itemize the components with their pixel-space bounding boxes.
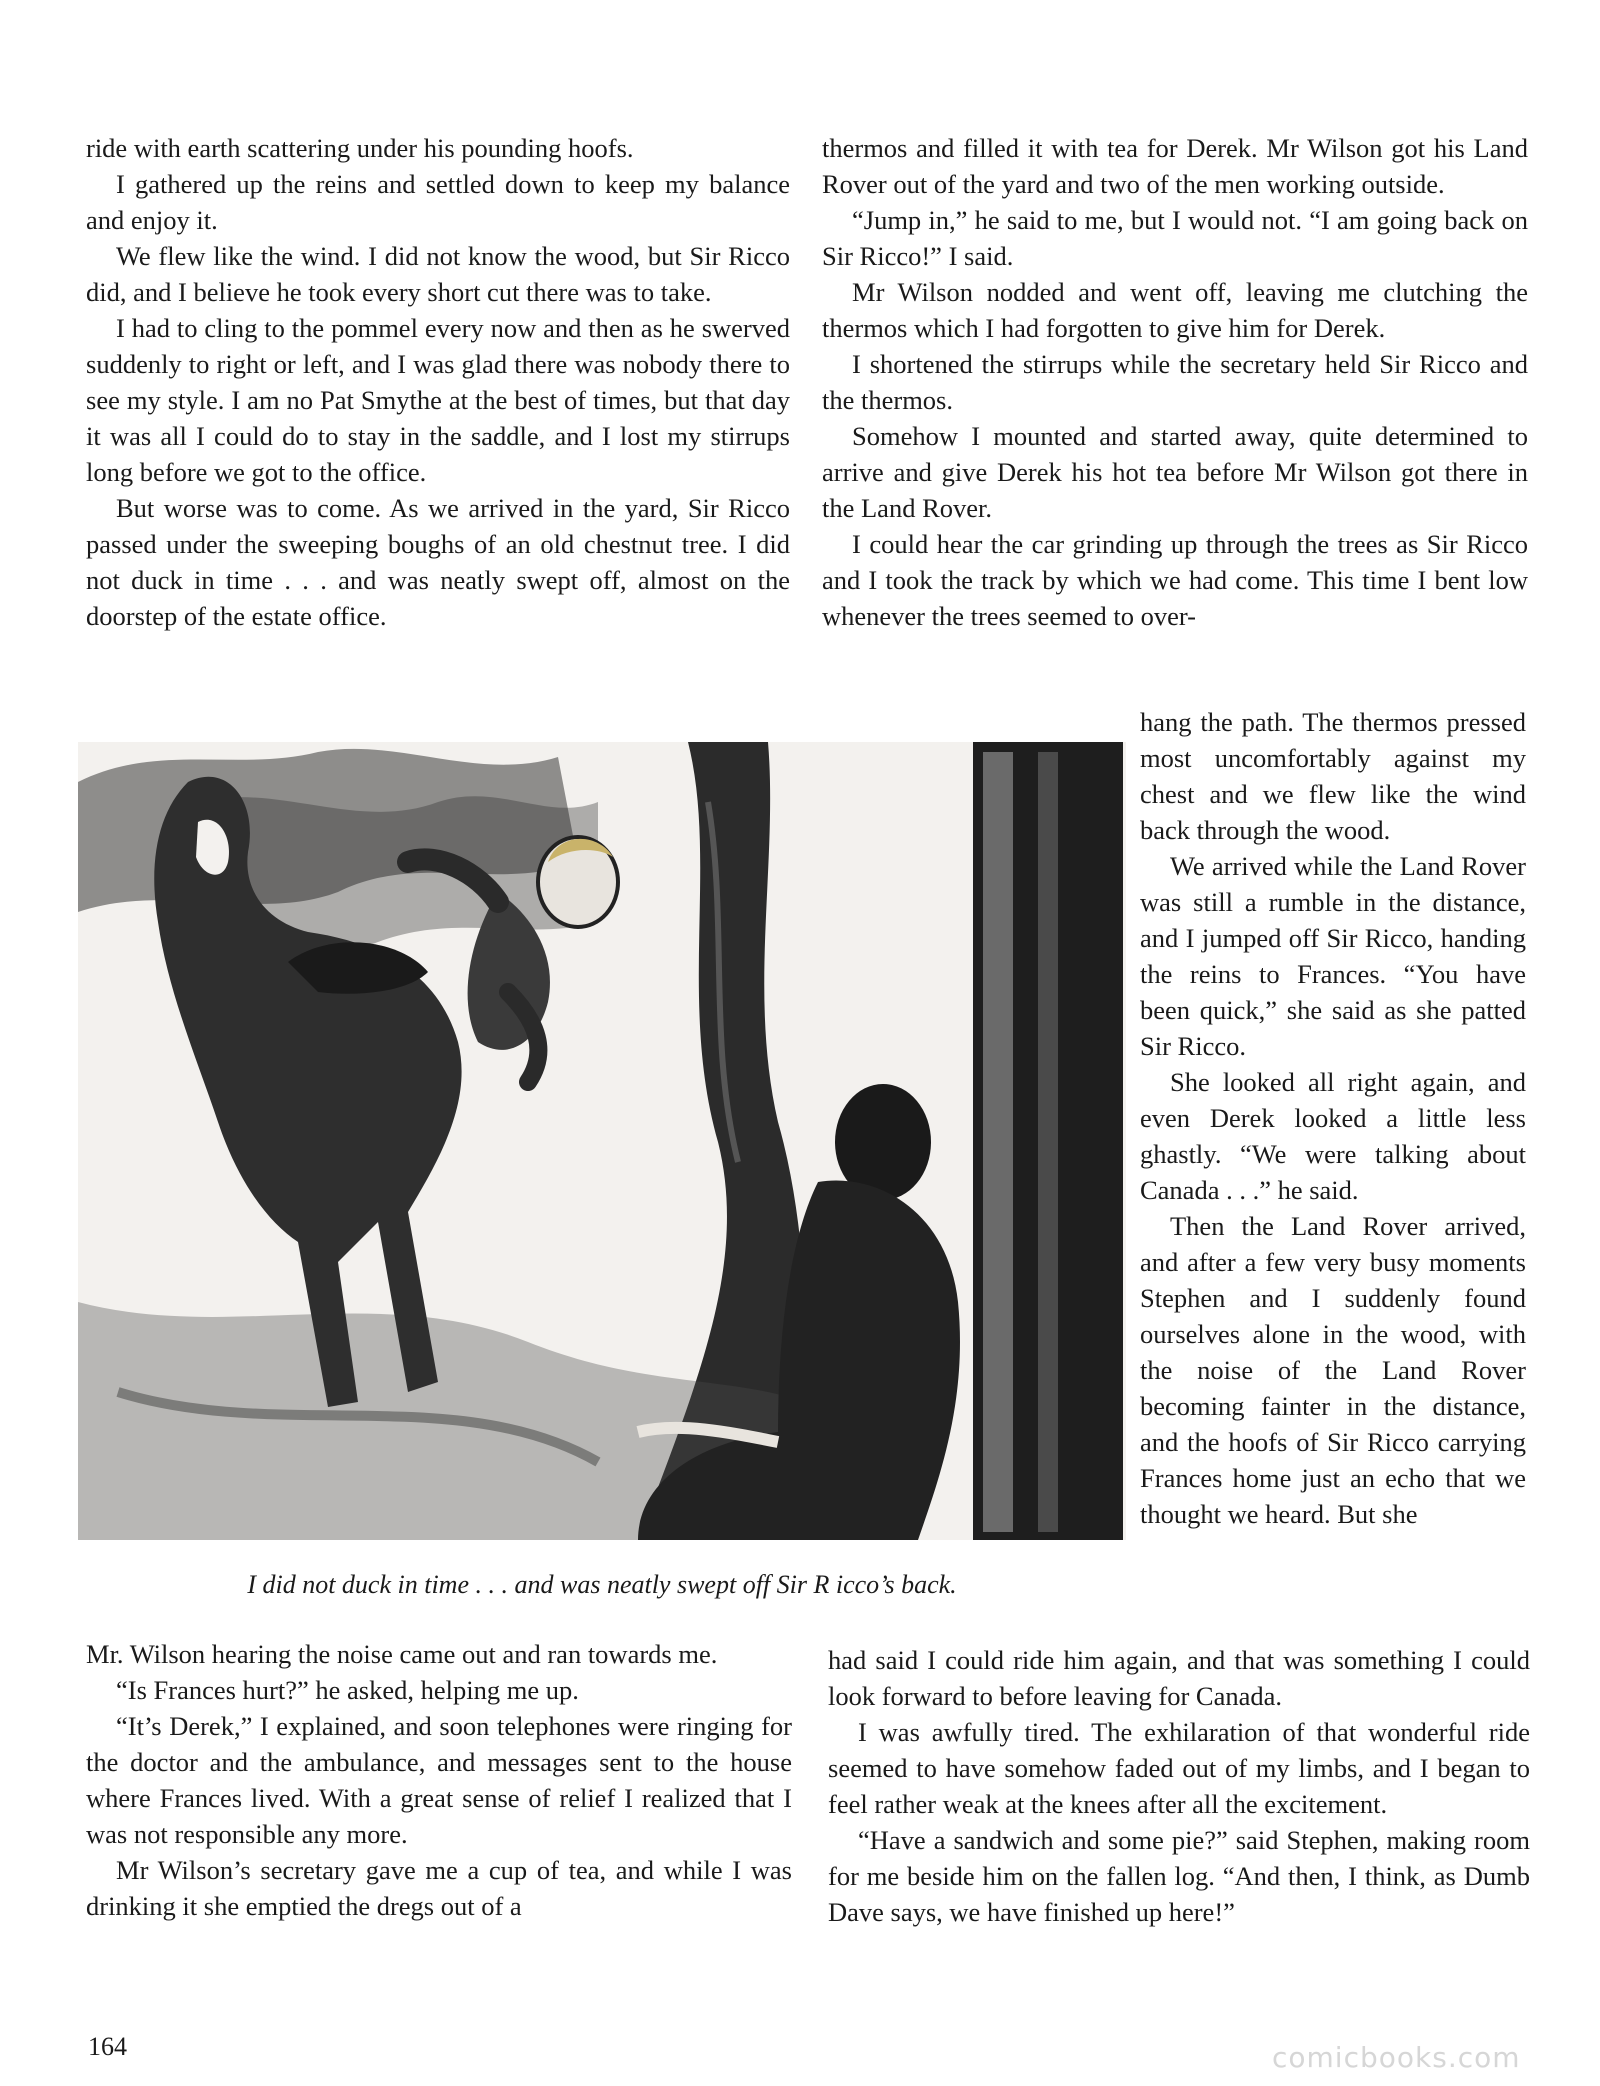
paragraph: I had to cling to the pommel every now and then as he swerved suddenly to right or left, and I was glad there was nobody there to see my style. I am no Pat Smythe at the best of times, but that day it was all I could do to stay in the saddle, and I lost my stirrups long before we got to the office.	[86, 313, 790, 487]
paragraph: hang the path. The thermos pressed most uncomfortably against my chest and we flew like the wind back through the wood.	[1140, 707, 1526, 845]
paragraph: We arrived while the Land Rover was still a rumble in the distance, and I jumped off Sir Ricco, handing the reins to Frances. “You have been quick,” she said as she patted Sir Ricco.	[1140, 851, 1526, 1061]
paragraph: had said I could ride him again, and that was something I could look forward to before leaving for Canada.	[828, 1645, 1530, 1711]
paragraph: I gathered up the reins and settled down to keep my balance and enjoy it.	[86, 169, 790, 235]
paragraph: But worse was to come. As we arrived in the yard, Sir Ricco passed under the sweeping boughs of an old chestnut tree. I did not duck in time . . . and was neatly swept off, almost on the doorstep of the estate office.	[86, 493, 790, 631]
paragraph: We flew like the wind. I did not know the wood, but Sir Ricco did, and I believe he took every short cut there was to take.	[86, 241, 790, 307]
paragraph: thermos and filled it with tea for Derek. Mr Wilson got his Land Rover out of the yard and two of the men working outside.	[822, 133, 1528, 199]
paragraph: “Have a sandwich and some pie?” said Stephen, making room for me beside him on the fallen log. “And then, I think, as Dumb Dave says, we have finished up here!”	[828, 1825, 1530, 1927]
paragraph: Then the Land Rover arrived, and after a few very busy moments Stephen and I suddenly found ourselves alone in the wood, with the noise of the Land Rover becoming fainter in the distance, and the hoofs of Sir Ricco carrying Frances home just an echo that we thought we heard. But she	[1140, 1211, 1526, 1529]
paragraph: Mr Wilson’s secretary gave me a cup of tea, and while I was drinking it she emptied the dregs out of a	[86, 1855, 792, 1921]
text-column-bottom-right	[828, 1642, 1530, 1930]
page-number: 164	[88, 2032, 127, 2061]
paragraph: “Is Frances hurt?” he asked, helping me up.	[116, 1675, 579, 1705]
paragraph: She looked all right again, and even Derek looked a little less ghastly. “We were talking about Canada . . .” he said.	[1140, 1067, 1526, 1205]
watermark: comicbooks.com	[1272, 2041, 1521, 2074]
paragraph: Somehow I mounted and started away, quite determined to arrive and give Derek his hot tea before Mr Wilson got there in the Land Rover.	[822, 421, 1528, 523]
text-column-bottom-left	[86, 1636, 792, 1924]
paragraph: “It’s Derek,” I explained, and soon telephones were ringing for the doctor and the ambulance, and messages sent to the house where Frances lived. With a great sense of relief I realized that I was not responsible any more.	[86, 1711, 792, 1849]
paragraph: Mr Wilson nodded and went off, leaving me clutching the thermos which I had forgotten to give him for Derek.	[822, 277, 1528, 343]
text-column-side	[1140, 704, 1526, 1532]
illustration-horse-and-rider	[78, 742, 1126, 1540]
paragraph: Mr. Wilson hearing the noise came out and ran towards me.	[86, 1639, 718, 1669]
paragraph: I could hear the car grinding up through the trees as Sir Ricco and I took the track by which we had come. This time I bent low whenever the trees seemed to over-	[822, 529, 1528, 631]
text-column-top-left	[86, 130, 790, 634]
paragraph: ride with earth scattering under his pounding hoofs.	[86, 133, 634, 163]
text-column-top-right	[822, 130, 1528, 634]
illustration-drawing	[78, 742, 1126, 1540]
paragraph: I shortened the stirrups while the secretary held Sir Ricco and the thermos.	[822, 349, 1528, 415]
paragraph: “Jump in,” he said to me, but I would not. “I am going back on Sir Ricco!” I said.	[822, 205, 1528, 271]
paragraph: I was awfully tired. The exhilaration of that wonderful ride seemed to have somehow faded out of my limbs, and I began to feel rather weak at the knees after all the excitement.	[828, 1717, 1530, 1819]
illustration-caption: I did not duck in time . . . and was neatly swept off Sir R icco’s back.	[247, 1570, 957, 1599]
